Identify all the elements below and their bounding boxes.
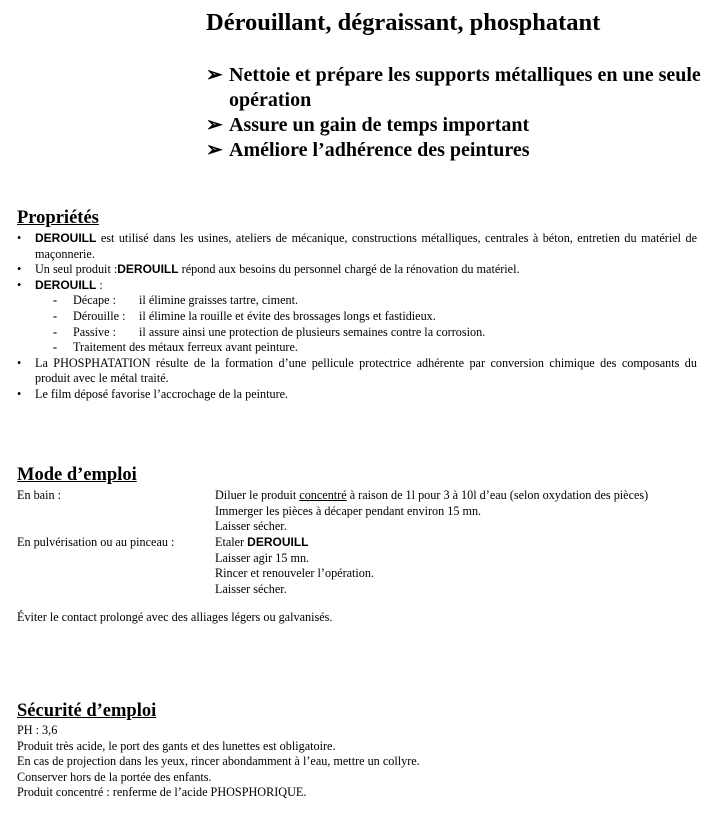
instruction-text: Etaler	[215, 535, 248, 549]
item-text: :	[96, 277, 103, 292]
brand-name: DEROUILL	[247, 535, 309, 549]
highlight-item	[206, 63, 711, 113]
spray-instructions	[215, 535, 715, 597]
sub-list-item	[53, 325, 697, 341]
instruction-line	[215, 488, 715, 504]
safety-line: Produit concentré : renferme de l’acide PHOSPHORIQUE.	[17, 785, 307, 800]
bath-label: En bain :	[17, 488, 62, 502]
arrow-bullet-icon: ➢	[206, 114, 223, 136]
instruction-line: Rincer et renouveler l’opération.	[215, 566, 375, 581]
bullet-icon: •	[17, 262, 22, 277]
instruction-line: Laisser agir 15 mn.	[215, 550, 310, 565]
sub-item-text: il assure ainsi une protection de plusieurs semaines contre la corrosion.	[139, 324, 486, 339]
sub-item-text: il élimine la rouille et évite des brossages longs et fastidieux.	[139, 308, 436, 323]
sub-list	[35, 293, 697, 355]
usage-heading: Mode d’emploi	[17, 465, 137, 485]
instruction-text: à raison de 1l pour 3 à 10l d’eau (selon oxydation des pièces)	[346, 488, 649, 502]
underlined-term: concentré	[299, 488, 347, 502]
bath-instructions	[215, 488, 715, 535]
safety-line: En cas de projection dans les yeux, rincer abondamment à l’eau, mettre un collyre.	[17, 754, 420, 769]
dash-bullet-icon: -	[53, 324, 58, 339]
highlight-item	[206, 113, 711, 138]
properties-list	[17, 231, 697, 403]
bullet-icon: •	[17, 386, 22, 401]
safety-lines	[17, 723, 707, 801]
caution-note: Éviter le contact prolongé avec des alliages légers ou galvanisés.	[17, 610, 333, 624]
sub-list-item	[53, 340, 697, 356]
instruction-line	[215, 535, 715, 551]
sub-item-term: Passive :	[73, 324, 116, 339]
list-item	[17, 387, 697, 403]
sub-item-text: il élimine graisses tartre, ciment.	[139, 293, 299, 308]
highlights-list	[206, 63, 711, 163]
instruction-line: Laisser sécher.	[215, 519, 287, 534]
list-item	[17, 356, 697, 387]
sub-list-item	[53, 309, 697, 325]
instruction-text: Diluer le produit	[215, 488, 300, 502]
document-title: Dérouillant, dégraissant, phosphatant	[206, 9, 601, 36]
bullet-icon: •	[17, 355, 22, 370]
list-item	[17, 278, 697, 356]
sub-list-item	[53, 293, 697, 309]
item-text: est utilisé dans les usines, ateliers de mécanique, constructions métalliques, centrales à béton, entretien du matériel de maçonnerie.	[35, 231, 697, 261]
item-text: Le film déposé favorise l’accrochage de la peinture.	[35, 386, 289, 401]
properties-heading: Propriétés	[17, 208, 99, 228]
dash-bullet-icon: -	[53, 308, 58, 323]
ph-value: PH : 3,6	[17, 723, 58, 737]
highlight-text: Nettoie et prépare les supports métalliques en une seule opération	[229, 64, 701, 111]
safety-line: Produit très acide, le port des gants et des lunettes est obligatoire.	[17, 738, 336, 753]
arrow-bullet-icon: ➢	[206, 139, 223, 161]
item-text: La PHOSPHATATION résulte de la formation d’une pellicule protectrice adhérente par conversion chimique des composants du produit avec le métal traité.	[35, 355, 697, 386]
highlight-item	[206, 138, 711, 163]
list-item	[17, 262, 697, 278]
spray-label: En pulvérisation ou au pinceau :	[17, 535, 175, 549]
highlight-text: Améliore l’adhérence des peintures	[229, 139, 530, 161]
instruction-line: Immerger les pièces à décaper pendant environ 15 mn.	[215, 503, 482, 518]
brand-name: DEROUILL	[35, 277, 97, 292]
brand-name: DEROUILL	[117, 262, 179, 277]
safety-heading: Sécurité d’emploi	[17, 701, 157, 721]
instruction-line: Laisser sécher.	[215, 581, 287, 596]
sub-item-term: Décape :	[73, 293, 116, 308]
dash-bullet-icon: -	[53, 340, 58, 355]
bullet-icon: •	[17, 277, 22, 292]
item-text: répond aux besoins du personnel chargé de la rénovation du matériel.	[178, 262, 520, 277]
item-text: Un seul produit :	[35, 262, 118, 277]
sub-item-term: Dérouille :	[73, 308, 126, 323]
dash-bullet-icon: -	[53, 293, 58, 308]
bullet-icon: •	[17, 231, 22, 245]
arrow-bullet-icon: ➢	[206, 64, 223, 86]
list-item	[17, 231, 697, 262]
sub-item-text: Traitement des métaux ferreux avant peinture.	[73, 340, 298, 355]
safety-line: Conserver hors de la portée des enfants.	[17, 769, 212, 784]
highlight-text: Assure un gain de temps important	[229, 114, 530, 136]
brand-name: DEROUILL	[35, 231, 97, 245]
